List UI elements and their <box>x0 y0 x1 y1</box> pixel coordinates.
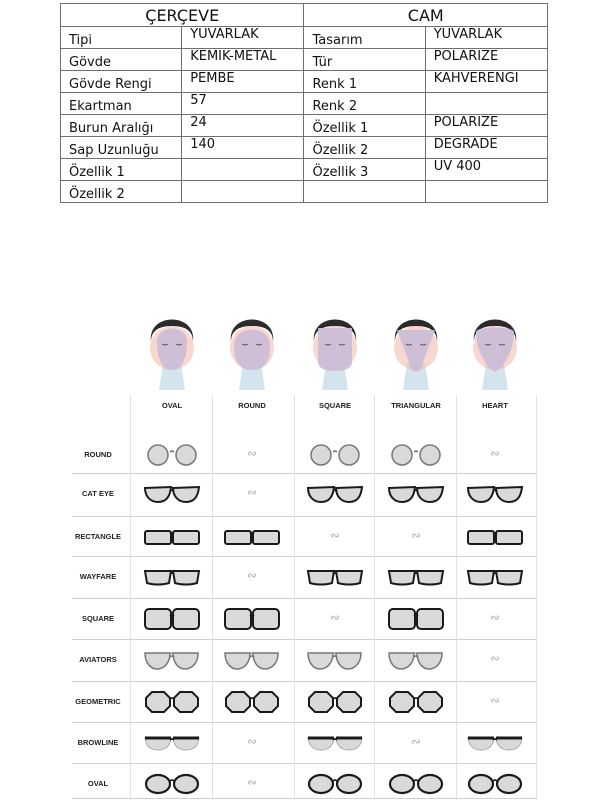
spec-row <box>61 137 548 159</box>
column-divider <box>374 395 375 800</box>
glasses-cateye-icon <box>141 481 203 507</box>
no-match-icon: ∾ <box>490 446 500 460</box>
lens-label: Tasarım <box>304 27 425 49</box>
glasses-geometric-icon <box>141 689 203 715</box>
face-shape-label: SQUARE <box>318 401 352 410</box>
lens-value: KAHVERENGİ <box>425 71 547 93</box>
frame-value: PEMBE <box>182 71 304 93</box>
frame-label: Gövde Rengi <box>61 71 182 93</box>
glasses-cateye-icon <box>464 481 526 507</box>
glasses-cateye-icon <box>385 481 447 507</box>
row-divider <box>72 473 536 474</box>
lens-label <box>304 181 425 203</box>
frame-style-label: SQUARE <box>81 613 115 623</box>
glasses-geometric-icon <box>221 689 283 715</box>
no-match-icon: ∾ <box>330 528 340 542</box>
no-match-icon: ∾ <box>247 485 257 499</box>
no-match-icon: ∾ <box>490 610 500 624</box>
glasses-aviator-icon <box>385 647 447 673</box>
face-illustration <box>304 302 366 390</box>
glasses-round-icon <box>304 442 366 468</box>
row-divider <box>72 598 536 599</box>
row-divider <box>72 798 536 799</box>
glasses-geometric-icon <box>304 689 366 715</box>
no-match-icon: ∾ <box>247 775 257 789</box>
column-divider <box>212 395 213 800</box>
frame-value <box>182 181 304 203</box>
spec-row <box>61 49 548 71</box>
lens-label: Özellik 3 <box>304 159 425 181</box>
no-match-icon: ∾ <box>411 734 421 748</box>
frame-style-label: CAT EYE <box>82 488 114 498</box>
frame-style-label: OVAL <box>87 778 109 788</box>
no-match-icon: ∾ <box>247 568 257 582</box>
face-shape-label: TRIANGULAR <box>391 401 441 410</box>
frame-label: Sap Uzunluğu <box>61 137 182 159</box>
frame-label: Özellik 2 <box>61 181 182 203</box>
face-shape-label: HEART <box>482 401 508 410</box>
lens-value: POLARİZE <box>425 49 547 71</box>
lens-value <box>425 181 547 203</box>
no-match-icon: ∾ <box>411 528 421 542</box>
spec-row <box>61 71 548 93</box>
frame-style-label: WAYFARE <box>79 571 117 581</box>
frame-style-label: RECTANGLE <box>74 531 122 541</box>
no-match-icon: ∾ <box>330 610 340 624</box>
frame-label: Özellik 1 <box>61 159 182 181</box>
face-shape-label: OVAL <box>161 401 183 410</box>
frame-style-label: BROWLINE <box>77 737 119 747</box>
glasses-wayfarer-icon <box>464 564 526 590</box>
lens-label: Özellik 1 <box>304 115 425 137</box>
row-divider <box>72 763 536 764</box>
row-divider <box>72 639 536 640</box>
lens-value: POLARİZE <box>425 115 547 137</box>
no-match-icon: ∾ <box>490 693 500 707</box>
face-illustration <box>221 302 283 390</box>
frame-label: Ekartman <box>61 93 182 115</box>
glasses-square-icon <box>385 606 447 632</box>
no-match-icon: ∾ <box>247 446 257 460</box>
frame-value: 140 <box>182 137 304 159</box>
face-shape-label: ROUND <box>238 401 266 410</box>
glasses-browline-icon <box>464 730 526 756</box>
no-match-icon: ∾ <box>247 734 257 748</box>
row-divider <box>72 722 536 723</box>
glasses-rectangle-icon <box>141 524 203 550</box>
column-divider <box>294 395 295 800</box>
glasses-browline-icon <box>141 730 203 756</box>
glasses-oval-icon <box>464 771 526 797</box>
glasses-round-icon <box>385 442 447 468</box>
lens-header: CAM <box>304 4 548 27</box>
face-illustration <box>141 302 203 390</box>
glasses-cateye-icon <box>304 481 366 507</box>
glasses-aviator-icon <box>141 647 203 673</box>
glasses-aviator-icon <box>221 647 283 673</box>
lens-label: Tür <box>304 49 425 71</box>
no-match-icon: ∾ <box>490 651 500 665</box>
glasses-square-icon <box>141 606 203 632</box>
frame-label: Burun Aralığı <box>61 115 182 137</box>
row-divider <box>72 516 536 517</box>
frame-value: KEMİK-METAL <box>182 49 304 71</box>
face-illustration <box>464 302 526 390</box>
frame-style-label: AVIATORS <box>79 654 117 664</box>
lens-label: Renk 2 <box>304 93 425 115</box>
glasses-wayfarer-icon <box>385 564 447 590</box>
frame-header: ÇERÇEVE <box>61 4 304 27</box>
glasses-square-icon <box>221 606 283 632</box>
lens-label: Özellik 2 <box>304 137 425 159</box>
face-illustration <box>385 302 447 390</box>
glasses-rectangle-icon <box>464 524 526 550</box>
row-divider <box>72 556 536 557</box>
lens-value: DEGRADE <box>425 137 547 159</box>
glasses-rectangle-icon <box>221 524 283 550</box>
spec-row <box>61 181 548 203</box>
lens-value: YUVARLAK <box>425 27 547 49</box>
glasses-oval-icon <box>141 771 203 797</box>
spec-row <box>61 159 548 181</box>
lens-value: UV 400 <box>425 159 547 181</box>
frame-style-label: ROUND <box>84 449 112 459</box>
frame-style-label: GEOMETRIC <box>75 696 121 706</box>
frame-value: 24 <box>182 115 304 137</box>
glasses-aviator-icon <box>304 647 366 673</box>
spec-row <box>61 27 548 49</box>
frame-value: YUVARLAK <box>182 27 304 49</box>
frame-value <box>182 159 304 181</box>
lens-value <box>425 93 547 115</box>
glasses-browline-icon <box>304 730 366 756</box>
lens-label: Renk 1 <box>304 71 425 93</box>
column-divider <box>536 395 537 800</box>
glasses-oval-icon <box>304 771 366 797</box>
row-divider <box>72 681 536 682</box>
column-divider <box>456 395 457 800</box>
spec-row <box>61 93 548 115</box>
spec-row <box>61 115 548 137</box>
glasses-wayfarer-icon <box>141 564 203 590</box>
glasses-round-icon <box>141 442 203 468</box>
glasses-wayfarer-icon <box>304 564 366 590</box>
product-spec-table <box>60 3 548 203</box>
frame-label: Gövde <box>61 49 182 71</box>
glasses-oval-icon <box>385 771 447 797</box>
frame-value: 57 <box>182 93 304 115</box>
glasses-geometric-icon <box>385 689 447 715</box>
frame-label: Tipi <box>61 27 182 49</box>
face-shape-frame-chart <box>68 300 540 800</box>
